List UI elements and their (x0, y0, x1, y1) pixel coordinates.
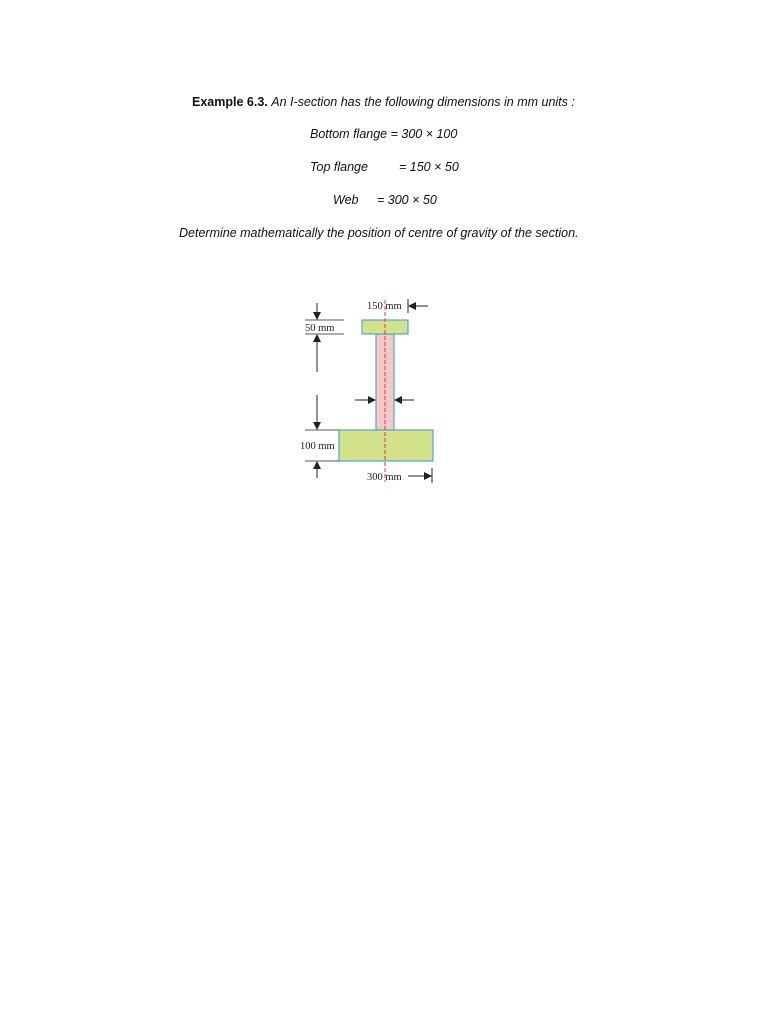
bottom-flange-width-label: 300 mm (367, 472, 402, 483)
web-rect (376, 334, 394, 430)
top-flange-label: Top flange (310, 160, 368, 174)
example-label: Example 6.3. (192, 95, 268, 109)
bottom-flange-thickness-label: 100 mm (300, 441, 335, 452)
top-flange-value: = 150 × 50 (399, 160, 459, 174)
example-heading (192, 94, 575, 110)
bottom-flange-rect (339, 430, 433, 461)
web-label: Web (333, 193, 359, 207)
top-flange-thickness-label: 50 mm (305, 323, 335, 334)
task-statement: Determine mathematically the position of centre of gravity of the section. (179, 226, 579, 240)
top-flange-width-label: 150 mm (367, 301, 402, 312)
bottom-flange-dimension: Bottom flange = 300 × 100 (310, 127, 458, 141)
web-value: = 300 × 50 (377, 193, 437, 207)
top-flange-rect (362, 320, 408, 334)
example-statement: An I-section has the following dimensions in mm units : (271, 95, 575, 109)
